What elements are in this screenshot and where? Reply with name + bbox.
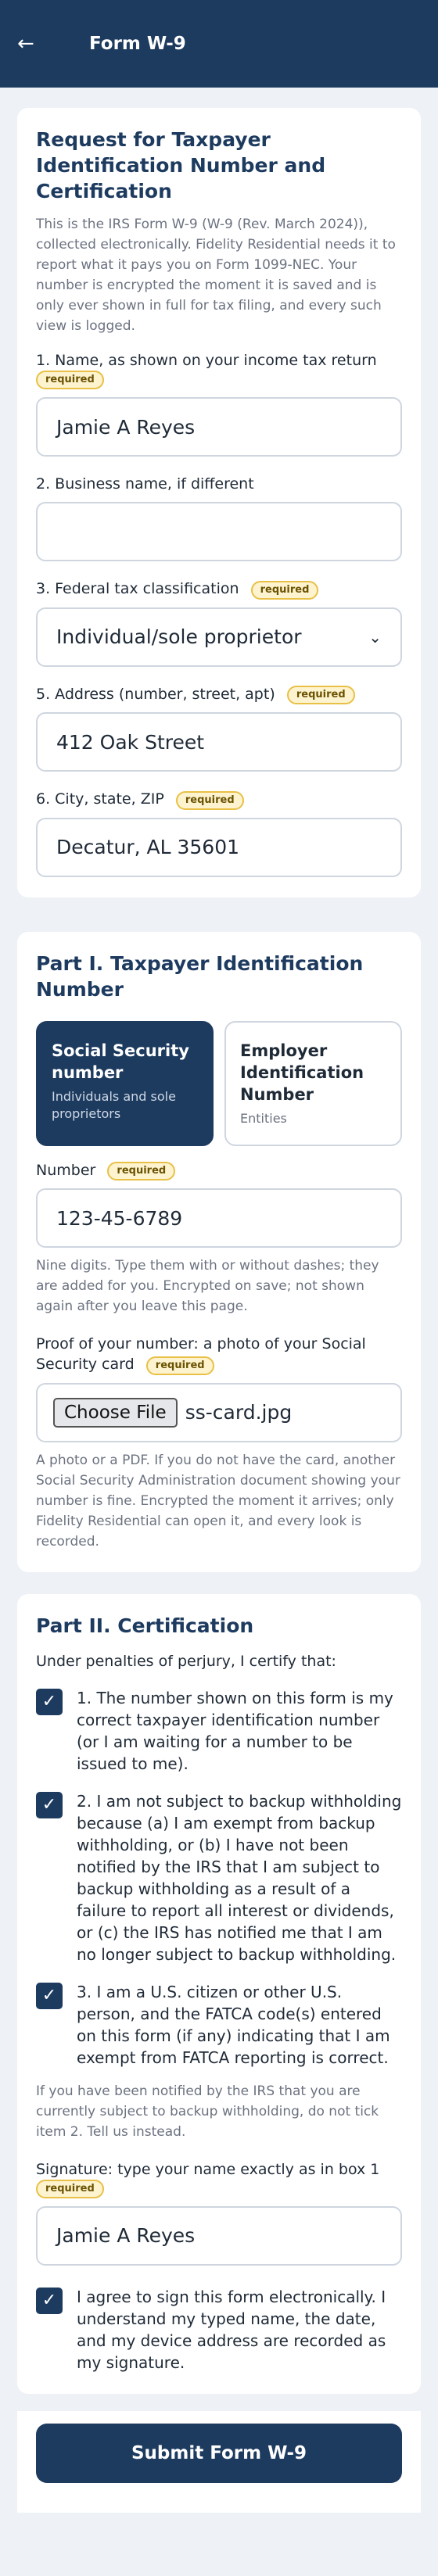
name-input[interactable]: Jamie A Reyes [36, 397, 402, 457]
ssn-option-subtitle: Individuals and sole proprietors [52, 1088, 176, 1121]
required-badge: required [146, 1356, 214, 1375]
certification-text: 1. The number shown on this form is my correct taxpayer identification number (or I am waiting for a number to be issued to me). [77, 1688, 393, 1773]
required-badge: required [107, 1162, 175, 1181]
classification-value: Individual/sole proprietor [56, 625, 302, 648]
app-header [0, 0, 438, 88]
classification-label: 3. Federal tax classification [36, 580, 239, 597]
proof-file-input[interactable] [36, 1383, 402, 1442]
required-badge: required [36, 371, 104, 389]
tin-number-input[interactable]: 123-45-6789 [36, 1188, 402, 1248]
esign-consent[interactable] [36, 2286, 402, 2374]
choose-file-button[interactable]: Choose File [53, 1398, 178, 1428]
back-arrow-icon[interactable]: ← [17, 32, 34, 56]
certification-intro: Under penalties of perjury, I certify that: [36, 1652, 336, 1670]
submit-bar [17, 2411, 421, 2513]
checkbox-checked-icon[interactable]: ✓ [36, 1792, 63, 1818]
ssn-option-title: Social Security number [52, 1041, 189, 1082]
ein-option[interactable] [224, 1021, 402, 1146]
certification-item-1[interactable] [36, 1687, 402, 1775]
classification-select[interactable] [36, 607, 402, 667]
certification-item-3[interactable] [36, 1981, 402, 2069]
city-state-zip-input[interactable]: Decatur, AL 35601 [36, 818, 402, 877]
certification-text: 3. I am a U.S. citizen or other U.S. person, and the FATCA code(s) entered on this form (if any) indicating that I am exempt from FATCA reporting is correct. [77, 1982, 390, 2067]
city-state-zip-label: 6. City, state, ZIP [36, 790, 164, 808]
signature-input[interactable]: Jamie A Reyes [36, 2206, 402, 2266]
required-badge: required [36, 2180, 104, 2198]
business-name-input[interactable] [36, 502, 402, 561]
ein-option-title: Employer Identification Number [240, 1041, 364, 1104]
intro-text: This is the IRS Form W-9 (W-9 (Rev. March 2024)), collected electronically. Fidelity Residential needs it to report what it pays you on Form 1099-NEC. Your number is encrypted the moment it is saved and is only ever shown in full for tax filing, and every such view is logged. [36, 217, 396, 334]
section-part2-certification [17, 1594, 421, 2394]
ein-option-subtitle: Entities [240, 1110, 287, 1126]
esign-consent-text: I agree to sign this form electronically. I understand my typed name, the date, and my device address are recorded as my signature. [77, 2287, 386, 2372]
proof-hint: A photo or a PDF. If you do not have the card, another Social Security Administration document showing your number is fine. Encrypted the moment it arrives; only Fidelity Residential can open it, and every look is recorded. [36, 1452, 400, 1550]
checkbox-checked-icon[interactable]: ✓ [36, 2288, 63, 2314]
section-title: Part II. Certification [36, 1614, 254, 1637]
proof-label: Proof of your number: a photo of your Social Security card [36, 1335, 366, 1373]
submit-button[interactable]: Submit Form W-9 [36, 2424, 402, 2483]
signature-label: Signature: type your name exactly as in box 1 [36, 2160, 380, 2178]
ssn-option[interactable] [36, 1021, 214, 1146]
required-badge: required [287, 686, 355, 704]
address-label: 5. Address (number, street, apt) [36, 685, 275, 703]
certification-text: 2. I am not subject to backup withholding because (a) I am exempt from backup withholding, or (b) I have not been notified by the IRS that I am subject to backup withholding as a result of a failure to report all interest or dividends, or (c) the IRS has notified me that I am no longer subject to backup withholding. [77, 1791, 402, 1964]
address-input[interactable]: 412 Oak Street [36, 712, 402, 772]
name-label: 1. Name, as shown on your income tax return [36, 352, 377, 369]
section-identification [17, 108, 421, 897]
tin-type-toggle [36, 1021, 402, 1146]
checkbox-checked-icon[interactable]: ✓ [36, 1689, 63, 1715]
chevron-down-icon: ⌄ [368, 627, 382, 647]
business-name-label: 2. Business name, if different [36, 475, 254, 493]
certification-item-2[interactable] [36, 1790, 402, 1965]
checkbox-checked-icon[interactable]: ✓ [36, 1983, 63, 2009]
number-hint: Nine digits. Type them with or without dashes; they are added for you. Encrypted on save; not shown again after you leave this page. [36, 1258, 379, 1314]
required-badge: required [176, 791, 244, 810]
number-label: Number [36, 1161, 96, 1179]
section-part1-tin [17, 932, 421, 1572]
required-badge: required [251, 581, 319, 600]
selected-file-name: ss-card.jpg [185, 1401, 293, 1424]
section-title: Part I. Taxpayer Identification Number [36, 951, 364, 1001]
backup-withholding-notice: If you have been notified by the IRS that you are currently subject to backup withholding, do not tick item 2. Tell us instead. [36, 2083, 379, 2140]
section-title: Request for Taxpayer Identification Number and Certification [36, 128, 326, 202]
page-title: Form W-9 [89, 34, 186, 54]
